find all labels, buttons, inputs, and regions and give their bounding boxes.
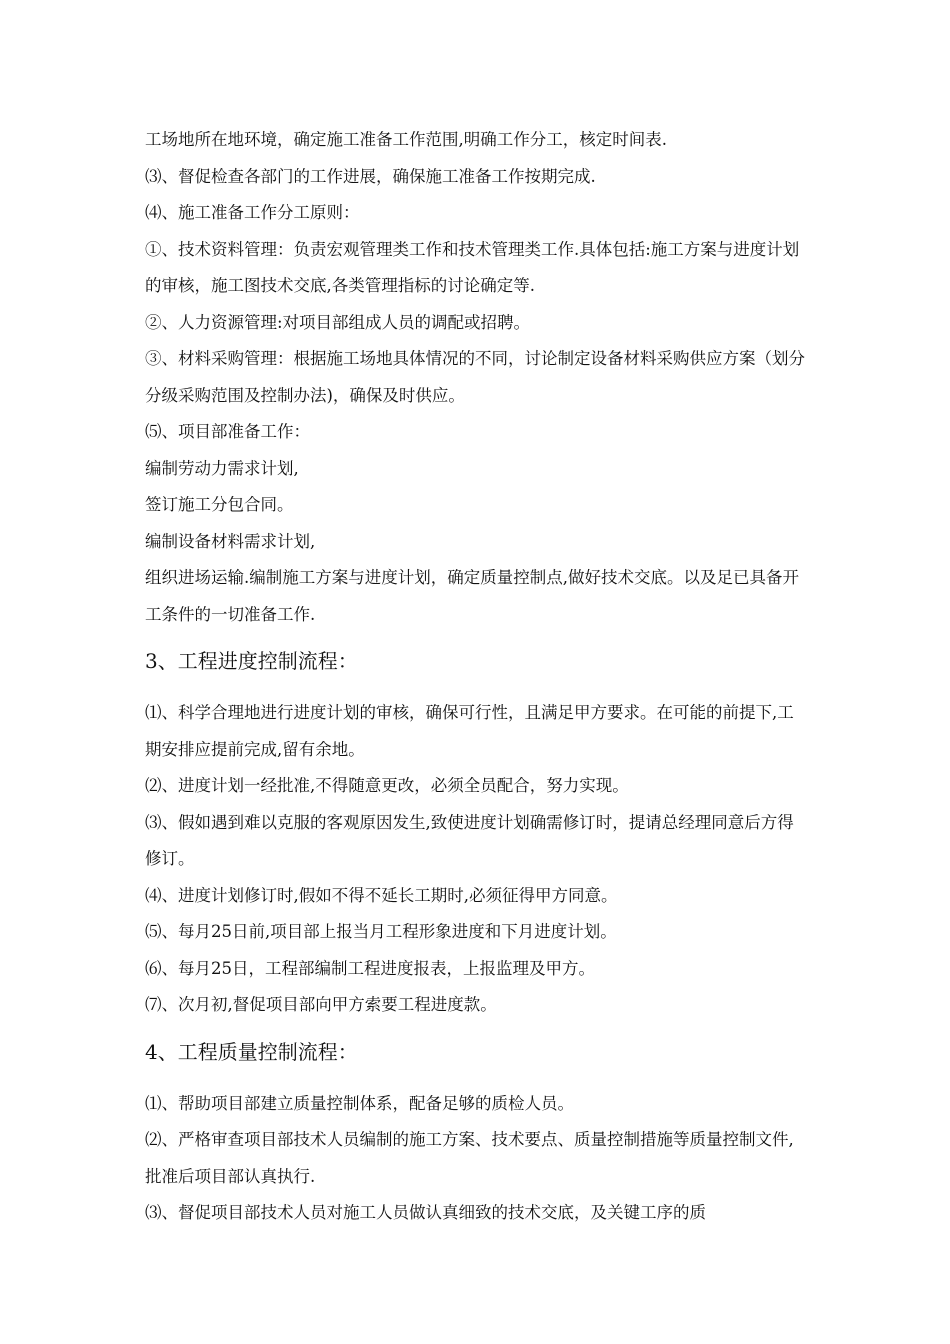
- paragraph: ⑷、进度计划修订时,假如不得不延长工期时,必须征得甲方同意。: [145, 885, 618, 905]
- paragraph: ②、人力资源管理:对项目部组成人员的调配或招聘。: [145, 312, 531, 332]
- paragraph: 编制设备材料需求计划,: [145, 531, 316, 551]
- paragraph: ⑶、假如遇到难以克服的客观原因发生,致使进度计划确需修订时，提请总经理同意后方得修订。: [145, 812, 794, 868]
- section-heading-3: 3、工程进度控制流程：: [145, 649, 358, 673]
- paragraph: ⑴、帮助项目部建立质量控制体系，配备足够的质检人员。: [145, 1093, 574, 1113]
- paragraph: ⑹、每月25日，工程部编制工程进度报表，上报监理及甲方。: [145, 958, 595, 978]
- paragraph: ⑶、督促检查各部门的工作进展，确保施工准备工作按期完成.: [145, 166, 596, 186]
- paragraph: ⑷、施工准备工作分工原则：: [145, 203, 360, 222]
- section-heading-4: 4、工程质量控制流程：: [145, 1039, 358, 1064]
- paragraph: 编制劳动力需求计划,: [145, 458, 299, 478]
- paragraph: ⑸、项目部准备工作：: [145, 422, 310, 441]
- paragraph: ⑴、科学合理地进行进度计划的审核，确保可行性，且满足甲方要求。在可能的前提下,工期安排应提前完成,留有余地。: [145, 703, 794, 759]
- paragraph: 组织进场运输.编制施工方案与进度计划，确定质量控制点,做好技术交底。以及足已具备开工条件的一切准备工作.: [145, 568, 799, 624]
- paragraph: ⑶、督促项目部技术人员对施工人员做认真细致的技术交底，及关键工序的质: [145, 1203, 706, 1222]
- paragraph: 工场地所在地环境，确定施工准备工作范围,明确工作分工，核定时间表.: [145, 130, 667, 149]
- document-body: [145, 122, 807, 1232]
- paragraph: ⑺、次月初,督促项目部向甲方索要工程进度款。: [145, 995, 497, 1014]
- paragraph: ①、技术资料管理：负责宏观管理类工作和技术管理类工作.具体包括:施工方案与进度计划的审核，施工图技术交底,各类管理指标的讨论确定等.: [145, 239, 800, 295]
- paragraph: ③、材料采购管理：根据施工场地具体情况的不同，讨论制定设备材料采购供应方案（划分分级采购范围及控制办法)，确保及时供应。: [145, 349, 805, 405]
- paragraph: ⑵、严格审查项目部技术人员编制的施工方案、技术要点、质量控制措施等质量控制文件,批准后项目部认真执行.: [145, 1130, 794, 1186]
- paragraph: ⑸、每月25日前,项目部上报当月工程形象进度和下月进度计划。: [145, 922, 617, 941]
- paragraph: 签订施工分包合同。: [145, 495, 294, 514]
- paragraph: ⑵、进度计划一经批准,不得随意更改，必须全员配合，努力实现。: [145, 776, 629, 795]
